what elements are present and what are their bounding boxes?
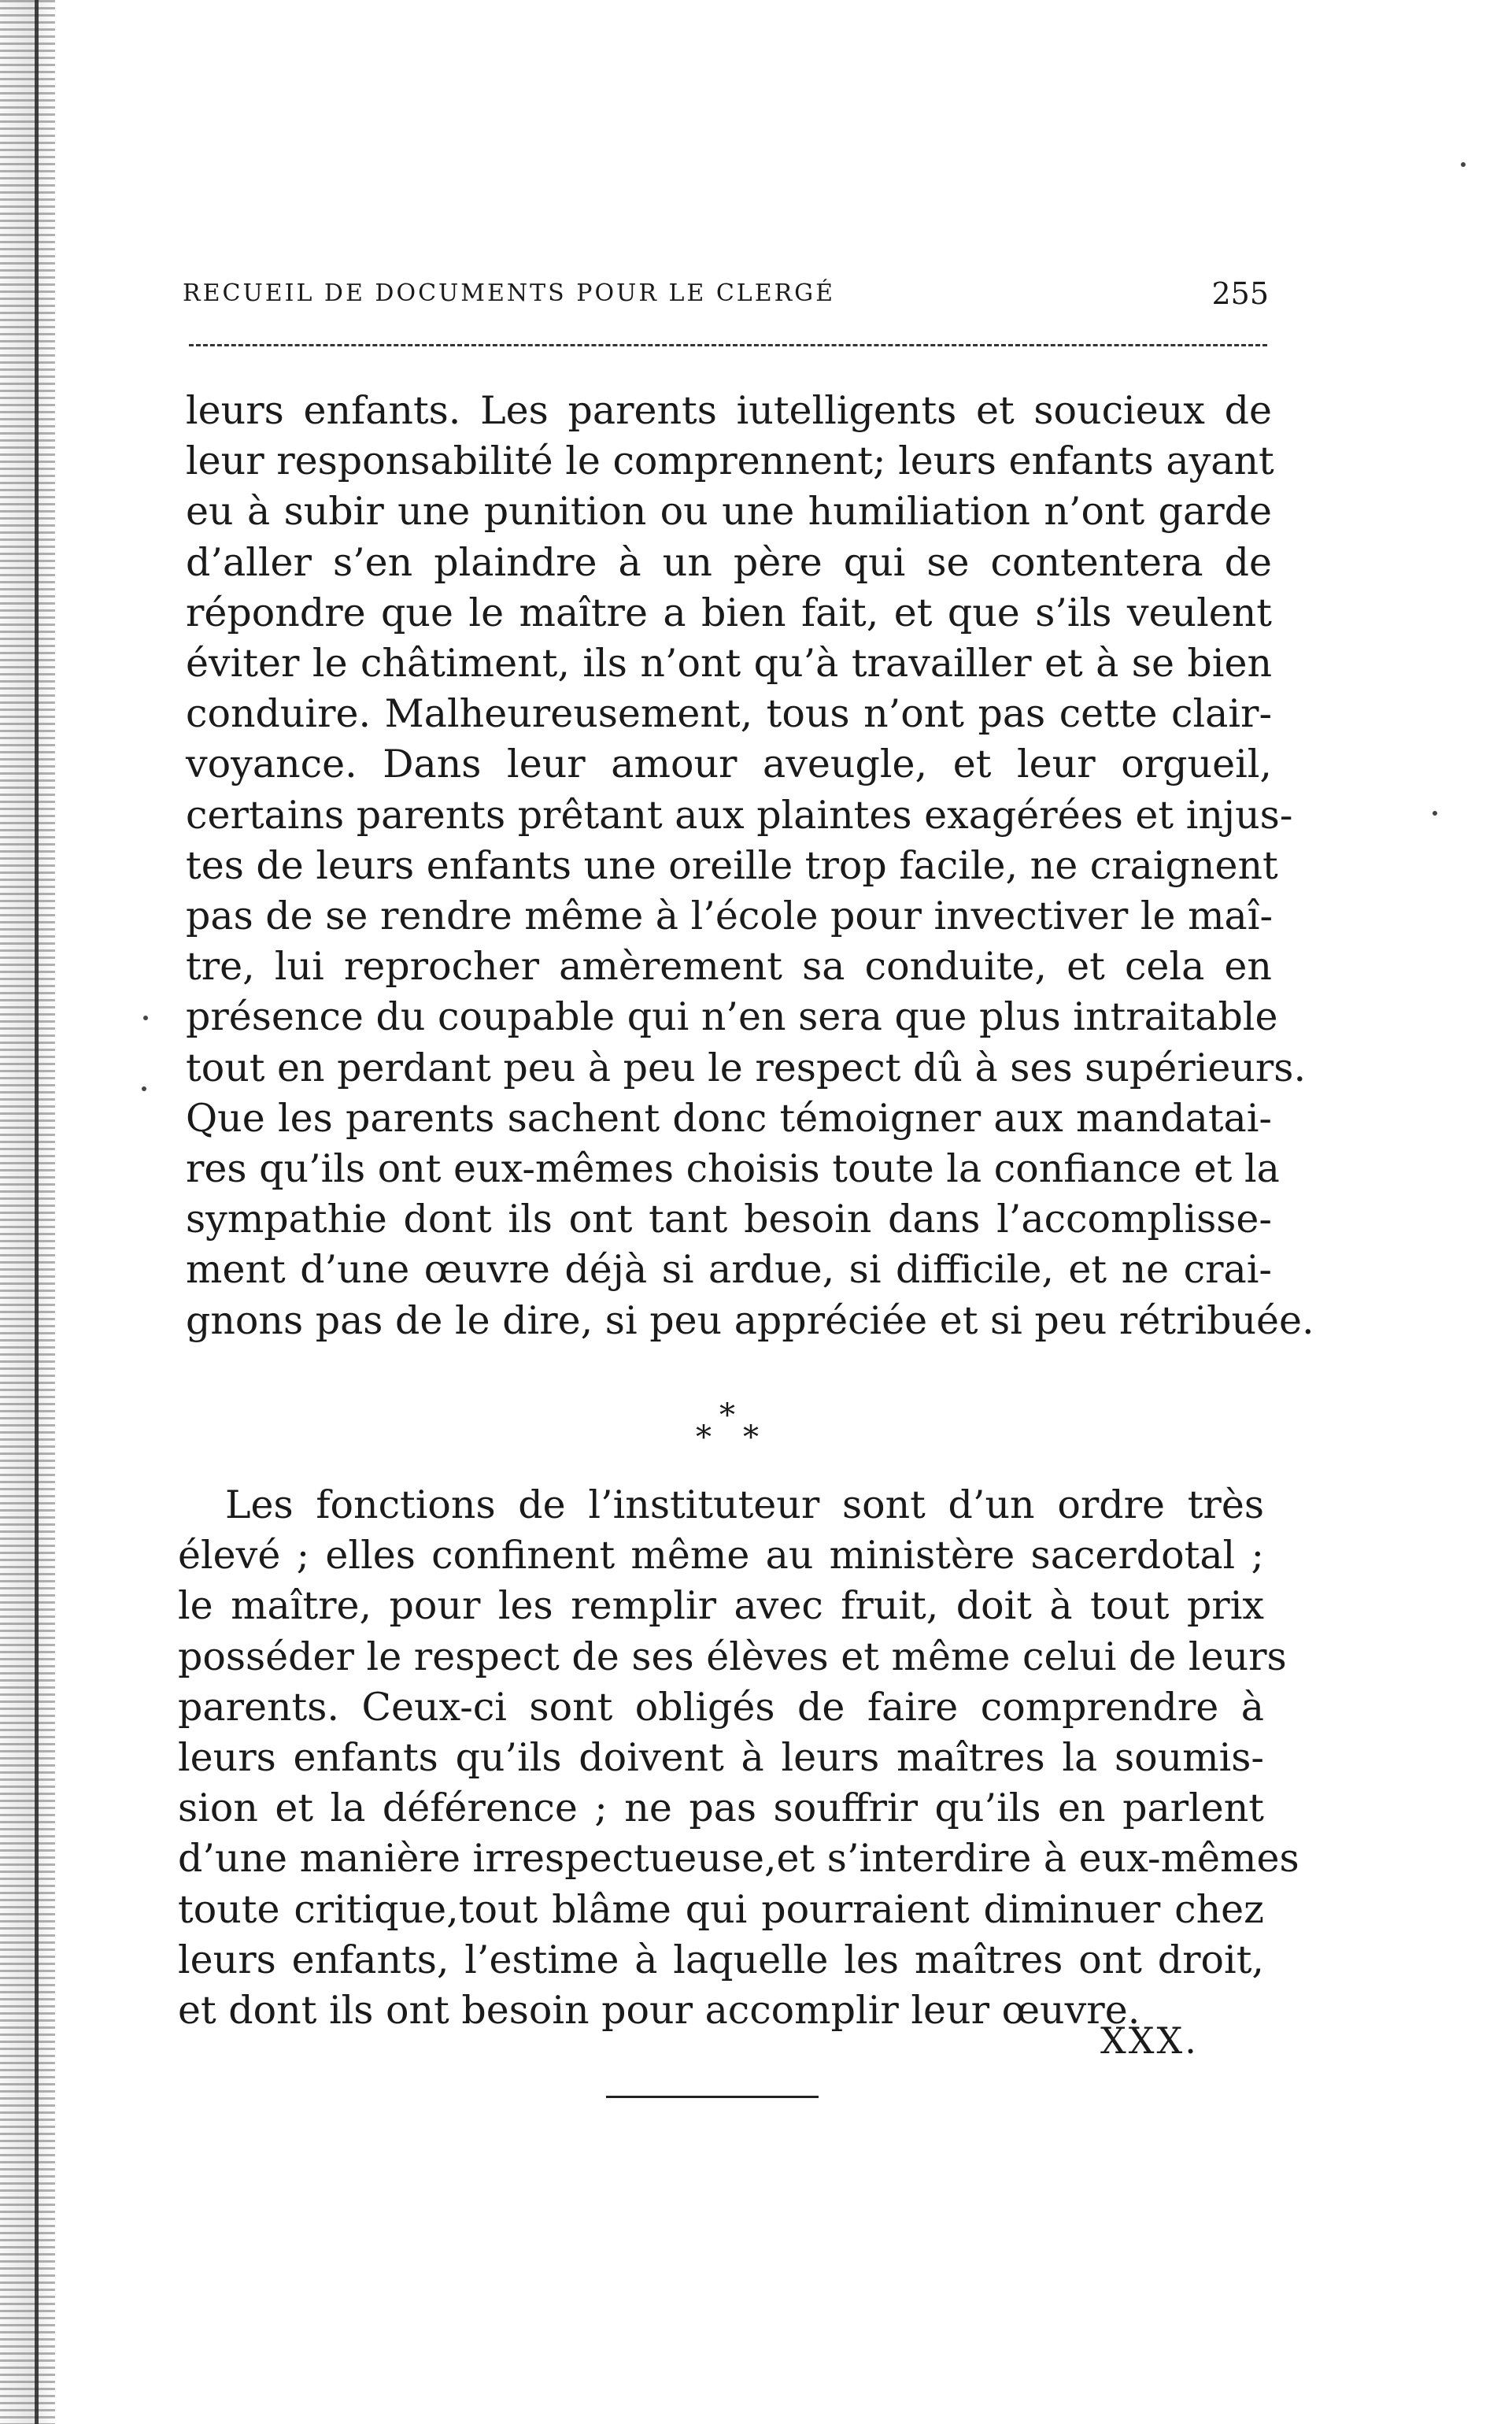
text-line: leurs enfants qu’ils doivent à leurs maîtres la soumis- [178,1735,1264,1781]
asterism-star-right: * [743,1419,759,1456]
print-speck [142,1086,146,1091]
text-line: posséder le respect de ses élèves et même celui de leurs [178,1634,1287,1679]
text-line: eu à subir une punition ou une humiliation n’ont garde [186,489,1272,535]
text-line: le maître, pour les remplir avec fruit, doit à tout prix [178,1583,1264,1629]
text-line: d’une manière irrespectueuse,et s’interdire à eux-mêmes [178,1836,1299,1882]
gutter-edge [35,0,39,2424]
running-head [183,270,1269,317]
text-line: leurs enfants, l’estime à laquelle les maîtres ont droit, [178,1937,1264,1982]
text-line: d’aller s’en plaindre à un père qui se contentera de [186,539,1272,585]
text-line: parents. Ceux-ci sont obligés de faire comprendre à [178,1684,1264,1730]
asterism-star-top: * [719,1397,735,1434]
text-line: Les fonctions de l’instituteur sont d’un ordre très [225,1482,1264,1527]
text-line: sympathie dont ils ont tant besoin dans l’accomplisse- [186,1197,1272,1242]
text-line: conduire. Malheureusement, tous n’ont pas cette clair- [186,691,1272,737]
text-line: toute critique,tout blâme qui pourraient diminuer chez [178,1886,1264,1932]
text-line: répondre que le maître a bien fait, et que s’ils veulent [186,590,1272,635]
text-line: leur responsabilité le comprennent; leurs enfants ayant [186,439,1274,484]
signature: XXX. [1100,2019,1199,2062]
print-speck [1461,162,1466,167]
paragraph-2 [178,1480,1299,2036]
asterism-star-left: * [696,1419,712,1456]
asterism-separator [685,1390,779,1461]
text-line: pas de se rendre même à l’école pour invectiver le maî- [186,894,1273,939]
text-line: sion et la déférence ; ne pas souffrir qu’ils en parlent [178,1786,1264,1831]
book-spine-shadow [0,0,55,2424]
text-line: présence du coupable qui n’en sera que plus intraitable [186,994,1278,1040]
text-line: Que les parents sachent donc témoigner aux mandatai- [186,1095,1272,1141]
page-number: 255 [1211,276,1269,311]
text-line: gnons pas de le dire, si peu appréciée et si peu rétribuée. [186,1297,1314,1343]
header-rule [189,344,1267,346]
text-line: leurs enfants. Les parents iutelligents et soucieux de [186,388,1272,433]
text-line: certains parents prêtant aux plaintes exagérées et injus- [186,792,1293,838]
running-title: RECUEIL DE DOCUMENTS POUR LE CLERGÉ [183,279,836,307]
text-line: voyance. Dans leur amour aveugle, et leur orgueil, [186,742,1272,787]
closing-rule [606,2096,819,2098]
text-line: res qu’ils ont eux-mêmes choisis toute la confiance et la [186,1146,1280,1192]
print-speck [143,1016,148,1020]
text-line: et dont ils ont besoin pour accomplir leur œuvre. [178,1988,1140,2034]
text-line: tout en perdant peu à peu le respect dû à ses supérieurs. [186,1045,1307,1090]
print-speck [1433,811,1437,816]
text-line: éviter le châtiment, ils n’ont qu’à travailler et à se bien [186,641,1272,686]
text-line: tre, lui reprocher amèrement sa conduite, et cela en [186,944,1272,990]
text-line: tes de leurs enfants une oreille trop facile, ne craignent [186,842,1278,888]
text-line: ment d’une œuvre déjà si ardue, si difficile, et ne crai- [186,1247,1272,1293]
paragraph-1 [186,386,1314,1346]
text-line: élevé ; elles confinent même au ministère sacerdotal ; [178,1533,1264,1578]
